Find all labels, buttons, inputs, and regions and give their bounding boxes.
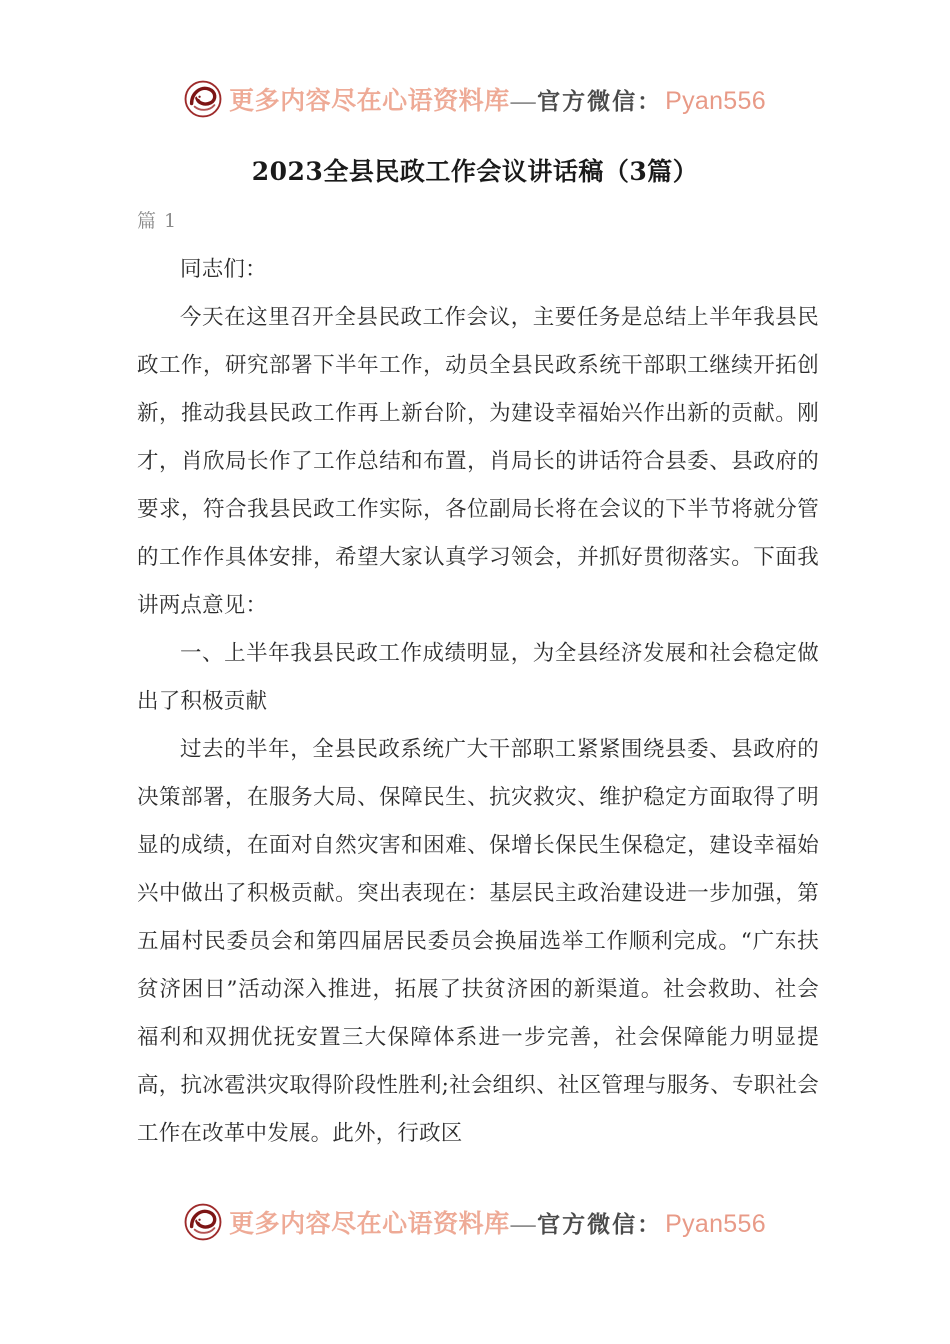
document-body bbox=[137, 246, 819, 1158]
circular-swirl-logo-icon bbox=[184, 1203, 222, 1241]
section-label: 篇 1 bbox=[137, 210, 178, 232]
watermark-text-top bbox=[229, 81, 766, 117]
watermark-text-bottom bbox=[229, 1204, 766, 1240]
paragraph-achievements: 过去的半年，全县民政系统广大干部职工紧紧围绕县委、县政府的决策部署，在服务大局、保障民生、抗灾救灾、维护稳定方面取得了明显的成绩，在面对自然灾害和困难、保增长保民生保稳定，建设幸福始兴中做出了积极贡献。突出表现在：基层民主政治建设进一步加强，第五届村民委员会和第四届居民委员会换届选举工作顺利完成。“广东扶贫济困日”活动深入推进，拓展了扶贫济困的新渠道。社会救助、社会福利和双拥优抚安置三大保障体系进一步完善，社会保障能力明显提高，抗冰雹洪灾取得阶段性胜利;社会组织、社区管理与服务、专职社会工作在改革中发展。此外，行政区 bbox=[137, 737, 819, 1146]
watermark-banner-bottom bbox=[0, 1203, 950, 1241]
watermark-handle: Pyan556 bbox=[665, 1210, 766, 1238]
watermark-official-label: 官方微信： bbox=[537, 1211, 663, 1238]
watermark-official-label: 官方微信： bbox=[537, 88, 663, 115]
watermark-banner-top bbox=[0, 80, 950, 118]
watermark-dash: — bbox=[510, 1211, 537, 1238]
paragraph-intro: 今天在这里召开全县民政工作会议，主要任务是总结上半年我县民政工作，研究部署下半年工作，动员全县民政系统干部职工继续开拓创新，推动我县民政工作再上新台阶，为建设幸福始兴作出新的贡献。刚才，肖欣局长作了工作总结和布置，肖局长的讲话符合县委、县政府的要求，符合我县民政工作实际，各位副局长将在会议的下半节将就分管的工作作具体安排，希望大家认真学习领会，并抓好贯彻落实。下面我讲两点意见： bbox=[137, 305, 819, 618]
watermark-brand-text: 更多内容尽在心语资料库 bbox=[229, 1209, 510, 1238]
watermark-brand-text: 更多内容尽在心语资料库 bbox=[229, 86, 510, 115]
watermark-handle: Pyan556 bbox=[665, 87, 766, 115]
page-title: 2023全县民政工作会议讲话稿（3篇） bbox=[251, 157, 699, 186]
paragraph-heading-one: 一、上半年我县民政工作成绩明显，为全县经济发展和社会稳定做出了积极贡献 bbox=[137, 641, 819, 714]
circular-swirl-logo-icon bbox=[184, 80, 222, 118]
watermark-dash: — bbox=[510, 88, 537, 115]
paragraph-salutation: 同志们： bbox=[180, 257, 267, 282]
